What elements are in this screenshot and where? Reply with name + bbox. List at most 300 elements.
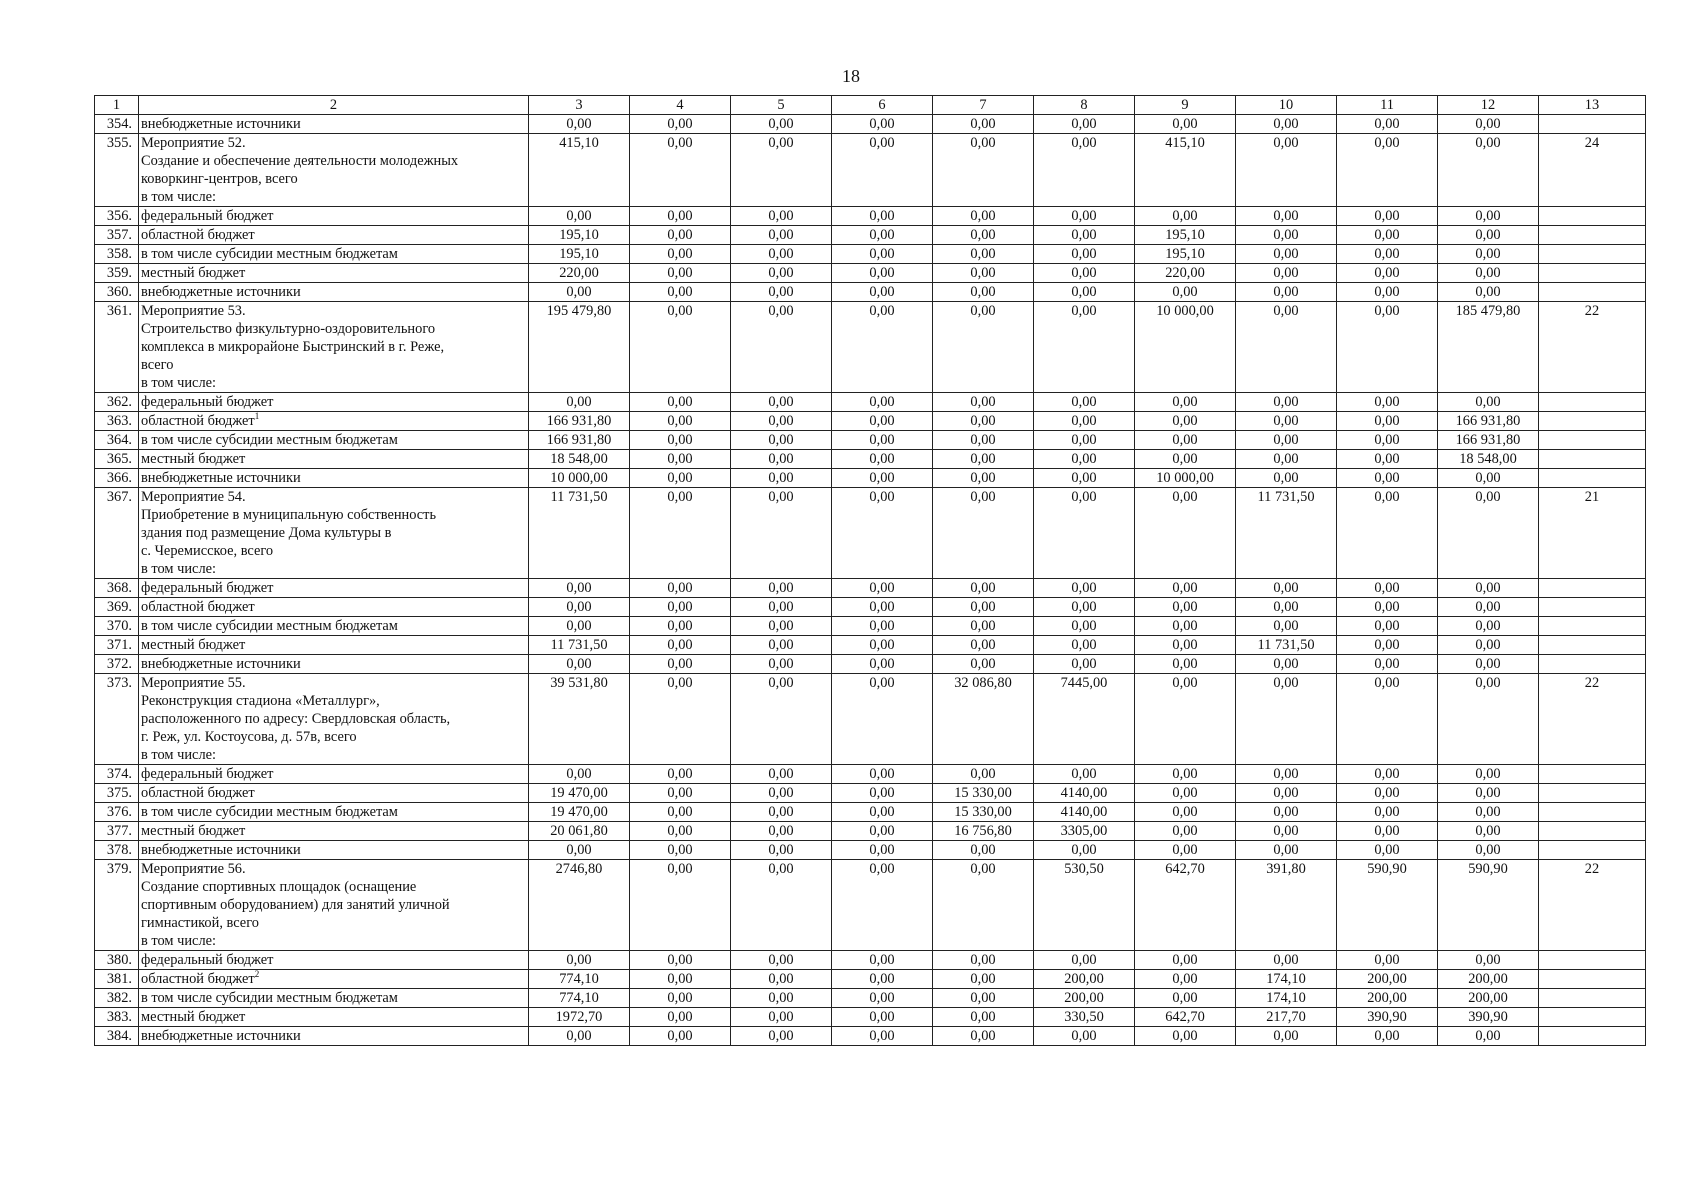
value-cell: 0,00 — [1135, 655, 1236, 674]
value-cell: 195,10 — [1135, 245, 1236, 264]
value-cell: 0,00 — [1034, 469, 1135, 488]
value-cell: 330,50 — [1034, 1008, 1135, 1027]
value-cell: 0,00 — [529, 655, 630, 674]
value-cell: 0,00 — [1135, 803, 1236, 822]
description-line — [141, 560, 526, 578]
target-index-cell: 21 — [1539, 488, 1646, 579]
value-cell: 0,00 — [832, 841, 933, 860]
row-description — [139, 488, 529, 579]
value-cell: 200,00 — [1337, 970, 1438, 989]
value-cell: 0,00 — [832, 970, 933, 989]
value-cell: 174,10 — [1236, 970, 1337, 989]
description-line — [141, 245, 526, 263]
value-cell: 0,00 — [630, 488, 731, 579]
value-cell: 0,00 — [1236, 765, 1337, 784]
row-number: 361. — [95, 302, 139, 393]
value-cell: 0,00 — [1034, 207, 1135, 226]
table-row — [95, 115, 1646, 134]
value-cell: 0,00 — [630, 1027, 731, 1046]
description-text: местный бюджет — [141, 1009, 246, 1025]
value-cell: 0,00 — [1135, 765, 1236, 784]
value-cell: 0,00 — [731, 302, 832, 393]
target-index-cell — [1539, 803, 1646, 822]
value-cell: 0,00 — [933, 841, 1034, 860]
description-text: в том числе: — [141, 375, 217, 391]
value-cell: 0,00 — [933, 860, 1034, 951]
header-cell: 2 — [139, 96, 529, 115]
description-line — [141, 970, 526, 988]
target-index-cell — [1539, 1027, 1646, 1046]
row-description — [139, 970, 529, 989]
value-cell: 0,00 — [1337, 264, 1438, 283]
value-cell: 0,00 — [832, 784, 933, 803]
description-line — [141, 878, 526, 896]
description-text: в том числе субсидии местным бюджетам — [141, 432, 398, 448]
row-description — [139, 951, 529, 970]
value-cell: 0,00 — [933, 134, 1034, 207]
value-cell: 0,00 — [1438, 488, 1539, 579]
table-row — [95, 469, 1646, 488]
row-description — [139, 1008, 529, 1027]
description-text: областной бюджет — [141, 413, 255, 429]
description-line — [141, 914, 526, 932]
value-cell: 0,00 — [933, 207, 1034, 226]
description-text: федеральный бюджет — [141, 766, 274, 782]
table-row — [95, 579, 1646, 598]
target-index-cell — [1539, 226, 1646, 245]
value-cell: 0,00 — [731, 989, 832, 1008]
value-cell: 0,00 — [832, 860, 933, 951]
value-cell: 18 548,00 — [529, 450, 630, 469]
value-cell: 195,10 — [529, 245, 630, 264]
value-cell: 0,00 — [832, 134, 933, 207]
value-cell: 0,00 — [630, 207, 731, 226]
value-cell: 0,00 — [630, 579, 731, 598]
row-description — [139, 245, 529, 264]
row-description — [139, 393, 529, 412]
value-cell: 0,00 — [630, 970, 731, 989]
value-cell: 0,00 — [731, 134, 832, 207]
row-description — [139, 469, 529, 488]
value-cell: 174,10 — [1236, 989, 1337, 1008]
target-index-cell — [1539, 970, 1646, 989]
value-cell: 0,00 — [1438, 207, 1539, 226]
value-cell: 10 000,00 — [1135, 469, 1236, 488]
value-cell: 0,00 — [1438, 1027, 1539, 1046]
value-cell: 0,00 — [630, 393, 731, 412]
value-cell: 0,00 — [1135, 579, 1236, 598]
value-cell: 0,00 — [933, 970, 1034, 989]
value-cell: 0,00 — [832, 803, 933, 822]
value-cell: 0,00 — [832, 674, 933, 765]
value-cell: 0,00 — [832, 264, 933, 283]
value-cell: 0,00 — [1236, 1027, 1337, 1046]
value-cell: 0,00 — [1337, 784, 1438, 803]
value-cell: 642,70 — [1135, 1008, 1236, 1027]
row-description — [139, 655, 529, 674]
row-number: 354. — [95, 115, 139, 134]
value-cell: 0,00 — [731, 226, 832, 245]
value-cell: 0,00 — [731, 431, 832, 450]
value-cell: 0,00 — [832, 469, 933, 488]
value-cell: 0,00 — [832, 1008, 933, 1027]
header-cell: 7 — [933, 96, 1034, 115]
target-index-cell — [1539, 115, 1646, 134]
description-line — [141, 579, 526, 597]
row-description — [139, 803, 529, 822]
value-cell: 200,00 — [1438, 989, 1539, 1008]
value-cell: 0,00 — [731, 115, 832, 134]
table-row — [95, 412, 1646, 431]
target-index-cell — [1539, 617, 1646, 636]
value-cell: 415,10 — [529, 134, 630, 207]
description-line — [141, 431, 526, 449]
table-row — [95, 951, 1646, 970]
description-line — [141, 134, 526, 152]
value-cell: 0,00 — [1135, 617, 1236, 636]
description-line — [141, 710, 526, 728]
row-description — [139, 784, 529, 803]
description-text: коворкинг-центров, всего — [141, 171, 298, 187]
value-cell: 0,00 — [1236, 674, 1337, 765]
row-number: 372. — [95, 655, 139, 674]
description-text: местный бюджет — [141, 265, 246, 281]
target-index-cell — [1539, 1008, 1646, 1027]
value-cell: 0,00 — [832, 431, 933, 450]
table-row — [95, 302, 1646, 393]
description-line — [141, 188, 526, 206]
description-line — [141, 320, 526, 338]
value-cell: 0,00 — [1337, 655, 1438, 674]
description-text: Мероприятие 53. — [141, 303, 246, 319]
row-description — [139, 765, 529, 784]
description-text: Создание и обеспечение деятельности молодежных — [141, 153, 459, 169]
description-line — [141, 524, 526, 542]
description-text: в том числе субсидии местным бюджетам — [141, 990, 398, 1006]
value-cell: 0,00 — [1438, 765, 1539, 784]
value-cell: 0,00 — [1337, 115, 1438, 134]
row-number: 381. — [95, 970, 139, 989]
value-cell: 20 061,80 — [529, 822, 630, 841]
value-cell: 0,00 — [1337, 951, 1438, 970]
target-index-cell — [1539, 951, 1646, 970]
header-cell: 4 — [630, 96, 731, 115]
value-cell: 0,00 — [832, 822, 933, 841]
row-number: 374. — [95, 765, 139, 784]
value-cell: 0,00 — [731, 412, 832, 431]
target-index-cell: 24 — [1539, 134, 1646, 207]
value-cell: 0,00 — [630, 283, 731, 302]
value-cell: 590,90 — [1337, 860, 1438, 951]
value-cell: 0,00 — [630, 841, 731, 860]
value-cell: 0,00 — [1438, 674, 1539, 765]
value-cell: 0,00 — [1236, 283, 1337, 302]
row-description — [139, 989, 529, 1008]
footnote-marker: 2 — [254, 969, 260, 980]
value-cell: 0,00 — [832, 579, 933, 598]
value-cell: 0,00 — [832, 245, 933, 264]
description-text: федеральный бюджет — [141, 394, 274, 410]
description-line — [141, 356, 526, 374]
value-cell: 0,00 — [1438, 841, 1539, 860]
row-description — [139, 283, 529, 302]
value-cell: 0,00 — [1236, 803, 1337, 822]
value-cell: 0,00 — [1236, 115, 1337, 134]
description-text: внебюджетные источники — [141, 470, 301, 486]
description-line — [141, 896, 526, 914]
value-cell: 0,00 — [1135, 115, 1236, 134]
value-cell: 0,00 — [630, 617, 731, 636]
value-cell: 0,00 — [832, 207, 933, 226]
value-cell: 0,00 — [1438, 393, 1539, 412]
row-number: 378. — [95, 841, 139, 860]
value-cell: 0,00 — [731, 450, 832, 469]
row-number: 384. — [95, 1027, 139, 1046]
value-cell: 0,00 — [731, 469, 832, 488]
value-cell: 1972,70 — [529, 1008, 630, 1027]
value-cell: 15 330,00 — [933, 803, 1034, 822]
value-cell: 0,00 — [731, 579, 832, 598]
row-description — [139, 822, 529, 841]
value-cell: 0,00 — [1236, 226, 1337, 245]
target-index-cell — [1539, 822, 1646, 841]
value-cell: 0,00 — [1337, 134, 1438, 207]
value-cell: 0,00 — [933, 302, 1034, 393]
description-text: федеральный бюджет — [141, 952, 274, 968]
value-cell: 0,00 — [529, 393, 630, 412]
description-text: внебюджетные источники — [141, 842, 301, 858]
row-number: 368. — [95, 579, 139, 598]
description-text: расположенного по адресу: Свердловская область, — [141, 711, 451, 727]
description-text: федеральный бюджет — [141, 208, 274, 224]
value-cell: 0,00 — [933, 245, 1034, 264]
value-cell: 0,00 — [731, 1008, 832, 1027]
description-line — [141, 951, 526, 969]
value-cell: 0,00 — [1236, 450, 1337, 469]
value-cell: 0,00 — [1236, 302, 1337, 393]
value-cell: 185 479,80 — [1438, 302, 1539, 393]
value-cell: 0,00 — [1337, 617, 1438, 636]
description-line — [141, 302, 526, 320]
value-cell: 0,00 — [933, 989, 1034, 1008]
value-cell: 390,90 — [1337, 1008, 1438, 1027]
value-cell: 0,00 — [630, 636, 731, 655]
table-row — [95, 431, 1646, 450]
value-cell: 390,90 — [1438, 1008, 1539, 1027]
value-cell: 0,00 — [1034, 302, 1135, 393]
target-index-cell — [1539, 264, 1646, 283]
header-cell: 6 — [832, 96, 933, 115]
description-text: комплекса в микрорайоне Быстринский в г. Реже, — [141, 339, 445, 355]
value-cell: 0,00 — [1438, 636, 1539, 655]
value-cell: 0,00 — [832, 488, 933, 579]
target-index-cell: 22 — [1539, 674, 1646, 765]
value-cell: 0,00 — [1337, 765, 1438, 784]
row-number: 373. — [95, 674, 139, 765]
row-number: 369. — [95, 598, 139, 617]
value-cell: 0,00 — [1438, 283, 1539, 302]
description-text: в том числе: — [141, 561, 217, 577]
description-line — [141, 822, 526, 840]
value-cell: 0,00 — [1135, 207, 1236, 226]
value-cell: 220,00 — [1135, 264, 1236, 283]
value-cell: 0,00 — [529, 841, 630, 860]
value-cell: 0,00 — [630, 302, 731, 393]
description-text: Мероприятие 52. — [141, 135, 246, 151]
description-line — [141, 728, 526, 746]
value-cell: 0,00 — [630, 264, 731, 283]
value-cell: 0,00 — [731, 283, 832, 302]
header-cell: 13 — [1539, 96, 1646, 115]
value-cell: 0,00 — [933, 598, 1034, 617]
value-cell: 590,90 — [1438, 860, 1539, 951]
row-description — [139, 302, 529, 393]
target-index-cell — [1539, 431, 1646, 450]
description-line — [141, 765, 526, 783]
value-cell: 0,00 — [1034, 283, 1135, 302]
description-line — [141, 374, 526, 392]
value-cell: 11 731,50 — [1236, 636, 1337, 655]
value-cell: 0,00 — [1034, 450, 1135, 469]
header-cell: 5 — [731, 96, 832, 115]
value-cell: 0,00 — [1438, 951, 1539, 970]
header-cell: 1 — [95, 96, 139, 115]
value-cell: 0,00 — [1135, 989, 1236, 1008]
row-number: 382. — [95, 989, 139, 1008]
description-text: областной бюджет — [141, 971, 255, 987]
value-cell: 0,00 — [630, 115, 731, 134]
description-text: Мероприятие 56. — [141, 861, 246, 877]
value-cell: 0,00 — [933, 488, 1034, 579]
value-cell: 0,00 — [1034, 655, 1135, 674]
row-number: 383. — [95, 1008, 139, 1027]
value-cell: 0,00 — [1337, 841, 1438, 860]
value-cell: 0,00 — [529, 765, 630, 784]
description-line — [141, 617, 526, 635]
value-cell: 0,00 — [731, 765, 832, 784]
value-cell: 32 086,80 — [933, 674, 1034, 765]
table-body — [95, 115, 1646, 1046]
value-cell: 10 000,00 — [1135, 302, 1236, 393]
row-description — [139, 115, 529, 134]
description-text: г. Реж, ул. Костоусова, д. 57в, всего — [141, 729, 357, 745]
description-text: Приобретение в муниципальную собственность — [141, 507, 437, 523]
value-cell: 4140,00 — [1034, 784, 1135, 803]
value-cell: 0,00 — [1135, 598, 1236, 617]
description-text: внебюджетные источники — [141, 1028, 301, 1044]
value-cell: 0,00 — [1034, 765, 1135, 784]
value-cell: 0,00 — [1034, 488, 1135, 579]
value-cell: 0,00 — [731, 970, 832, 989]
value-cell: 0,00 — [933, 617, 1034, 636]
target-index-cell — [1539, 450, 1646, 469]
target-index-cell — [1539, 412, 1646, 431]
value-cell: 0,00 — [832, 412, 933, 431]
value-cell: 0,00 — [1135, 1027, 1236, 1046]
value-cell: 0,00 — [1034, 226, 1135, 245]
target-index-cell — [1539, 636, 1646, 655]
description-text: Реконструкция стадиона «Металлург», — [141, 693, 380, 709]
value-cell: 0,00 — [1236, 951, 1337, 970]
value-cell: 0,00 — [1337, 226, 1438, 245]
row-number: 367. — [95, 488, 139, 579]
page-number: 18 — [842, 66, 860, 86]
value-cell: 0,00 — [1034, 636, 1135, 655]
description-text: местный бюджет — [141, 637, 246, 653]
table-row — [95, 226, 1646, 245]
value-cell: 0,00 — [1337, 636, 1438, 655]
description-line — [141, 115, 526, 133]
value-cell: 0,00 — [933, 469, 1034, 488]
table-row — [95, 264, 1646, 283]
value-cell: 0,00 — [832, 450, 933, 469]
row-number: 380. — [95, 951, 139, 970]
row-number: 377. — [95, 822, 139, 841]
description-text: спортивным оборудованием) для занятий уличной — [141, 897, 450, 913]
value-cell: 0,00 — [731, 617, 832, 636]
row-number: 376. — [95, 803, 139, 822]
description-text: внебюджетные источники — [141, 116, 301, 132]
description-text: Создание спортивных площадок (оснащение — [141, 879, 417, 895]
value-cell: 0,00 — [1337, 393, 1438, 412]
value-cell: 0,00 — [1337, 598, 1438, 617]
description-line — [141, 152, 526, 170]
table-row — [95, 207, 1646, 226]
row-description — [139, 598, 529, 617]
value-cell: 0,00 — [731, 860, 832, 951]
row-description — [139, 226, 529, 245]
row-description — [139, 207, 529, 226]
value-cell: 0,00 — [1034, 264, 1135, 283]
value-cell: 0,00 — [731, 636, 832, 655]
description-text: в том числе: — [141, 933, 217, 949]
target-index-cell: 22 — [1539, 860, 1646, 951]
value-cell: 0,00 — [1438, 803, 1539, 822]
description-text: Мероприятие 54. — [141, 489, 246, 505]
description-line — [141, 860, 526, 878]
value-cell: 0,00 — [529, 115, 630, 134]
description-text: областной бюджет — [141, 227, 255, 243]
value-cell: 0,00 — [832, 302, 933, 393]
value-cell: 0,00 — [1034, 393, 1135, 412]
value-cell: 0,00 — [1135, 431, 1236, 450]
target-index-cell — [1539, 989, 1646, 1008]
value-cell: 415,10 — [1135, 134, 1236, 207]
description-text: с. Черемисское, всего — [141, 543, 274, 559]
value-cell: 195 479,80 — [529, 302, 630, 393]
value-cell: 2746,80 — [529, 860, 630, 951]
value-cell: 0,00 — [1236, 134, 1337, 207]
value-cell: 0,00 — [1438, 598, 1539, 617]
value-cell: 0,00 — [933, 115, 1034, 134]
value-cell: 0,00 — [933, 393, 1034, 412]
value-cell: 0,00 — [933, 431, 1034, 450]
value-cell: 0,00 — [1034, 951, 1135, 970]
value-cell: 0,00 — [731, 841, 832, 860]
value-cell: 0,00 — [731, 393, 832, 412]
target-index-cell — [1539, 245, 1646, 264]
value-cell: 0,00 — [1135, 393, 1236, 412]
table-row — [95, 822, 1646, 841]
value-cell: 0,00 — [630, 951, 731, 970]
value-cell: 0,00 — [1337, 450, 1438, 469]
header-cell: 11 — [1337, 96, 1438, 115]
header-cell: 10 — [1236, 96, 1337, 115]
value-cell: 0,00 — [1236, 412, 1337, 431]
row-number: 357. — [95, 226, 139, 245]
table-row — [95, 636, 1646, 655]
value-cell: 195,10 — [1135, 226, 1236, 245]
